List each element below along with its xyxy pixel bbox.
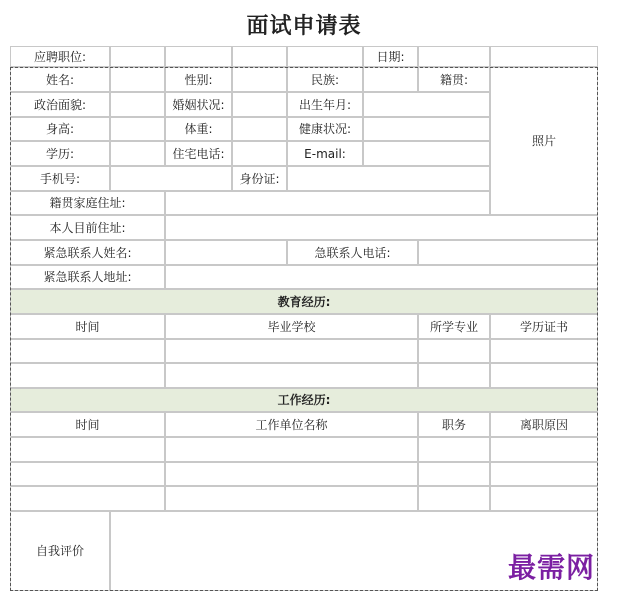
email-label: E-mail: — [287, 141, 363, 166]
marital-field[interactable] — [232, 92, 287, 117]
work-cell[interactable] — [490, 486, 598, 511]
emergency-phone-field[interactable] — [418, 240, 598, 265]
id-card-label: 身份证: — [232, 166, 287, 191]
position-field[interactable] — [165, 46, 232, 67]
gender-label: 性别: — [165, 67, 232, 92]
work-cell[interactable] — [418, 462, 490, 486]
current-address-label: 本人目前住址: — [10, 215, 165, 240]
edu-cell[interactable] — [10, 339, 165, 363]
edu-col-time: 时间 — [10, 314, 165, 339]
work-cell[interactable] — [10, 437, 165, 462]
home-address-field[interactable] — [165, 191, 490, 215]
health-label: 健康状况: — [287, 117, 363, 141]
politics-label: 政治面貌: — [10, 92, 110, 117]
current-address-field[interactable] — [165, 215, 598, 240]
ethnicity-label: 民族: — [287, 67, 363, 92]
ethnicity-field[interactable] — [363, 67, 418, 92]
native-place-label: 籍贯: — [418, 67, 490, 92]
work-section-header: 工作经历: — [10, 388, 598, 412]
edu-cell[interactable] — [490, 363, 598, 388]
birth-label: 出生年月: — [287, 92, 363, 117]
home-phone-field[interactable] — [232, 141, 287, 166]
edu-cell[interactable] — [418, 339, 490, 363]
position-label: 应聘职位: — [10, 46, 110, 67]
edu-cell[interactable] — [490, 339, 598, 363]
education-field[interactable] — [110, 141, 165, 166]
work-col-reason: 离职原因 — [490, 412, 598, 437]
edu-col-school: 毕业学校 — [165, 314, 418, 339]
id-card-field[interactable] — [287, 166, 490, 191]
email-field[interactable] — [363, 141, 490, 166]
work-cell[interactable] — [10, 462, 165, 486]
name-label: 姓名: — [10, 67, 110, 92]
edu-cell[interactable] — [165, 363, 418, 388]
gender-field[interactable] — [232, 67, 287, 92]
work-cell[interactable] — [490, 437, 598, 462]
emergency-address-field[interactable] — [165, 265, 598, 289]
date-label: 日期: — [363, 46, 418, 67]
work-cell[interactable] — [418, 437, 490, 462]
edu-col-major: 所学专业 — [418, 314, 490, 339]
edu-cell[interactable] — [165, 339, 418, 363]
height-field[interactable] — [110, 117, 165, 141]
health-field[interactable] — [363, 117, 490, 141]
mobile-label: 手机号: — [10, 166, 110, 191]
position-field[interactable] — [110, 46, 165, 67]
work-cell[interactable] — [165, 437, 418, 462]
work-cell[interactable] — [10, 486, 165, 511]
work-col-position: 职务 — [418, 412, 490, 437]
name-field[interactable] — [110, 67, 165, 92]
mobile-field[interactable] — [110, 166, 232, 191]
home-address-label: 籍贯家庭住址: — [10, 191, 165, 215]
form-title: 面试申请表 — [246, 14, 362, 39]
weight-field[interactable] — [232, 117, 287, 141]
edu-cell[interactable] — [10, 363, 165, 388]
work-col-time: 时间 — [10, 412, 165, 437]
politics-field[interactable] — [110, 92, 165, 117]
emergency-address-label: 紧急联系人地址: — [10, 265, 165, 289]
edu-cell[interactable] — [418, 363, 490, 388]
date-field[interactable] — [490, 46, 598, 67]
height-label: 身高: — [10, 117, 110, 141]
emergency-name-label: 紧急联系人姓名: — [10, 240, 165, 265]
watermark-logo: 最需网 — [508, 551, 596, 584]
emergency-phone-label: 急联系人电话: — [287, 240, 418, 265]
work-cell[interactable] — [165, 462, 418, 486]
birth-field[interactable] — [363, 92, 490, 117]
self-eval-label: 自我评价 — [10, 511, 110, 591]
education-section-header: 教育经历: — [10, 289, 598, 314]
education-label: 学历: — [10, 141, 110, 166]
work-cell[interactable] — [165, 486, 418, 511]
marital-label: 婚姻状况: — [165, 92, 232, 117]
position-field[interactable] — [232, 46, 287, 67]
work-col-employer: 工作单位名称 — [165, 412, 418, 437]
edu-col-certificate: 学历证书 — [490, 314, 598, 339]
position-field[interactable] — [287, 46, 363, 67]
photo-box[interactable]: 照片 — [490, 67, 598, 215]
emergency-name-field[interactable] — [165, 240, 287, 265]
home-phone-label: 住宅电话: — [165, 141, 232, 166]
weight-label: 体重: — [165, 117, 232, 141]
work-cell[interactable] — [490, 462, 598, 486]
work-cell[interactable] — [418, 486, 490, 511]
date-field[interactable] — [418, 46, 490, 67]
